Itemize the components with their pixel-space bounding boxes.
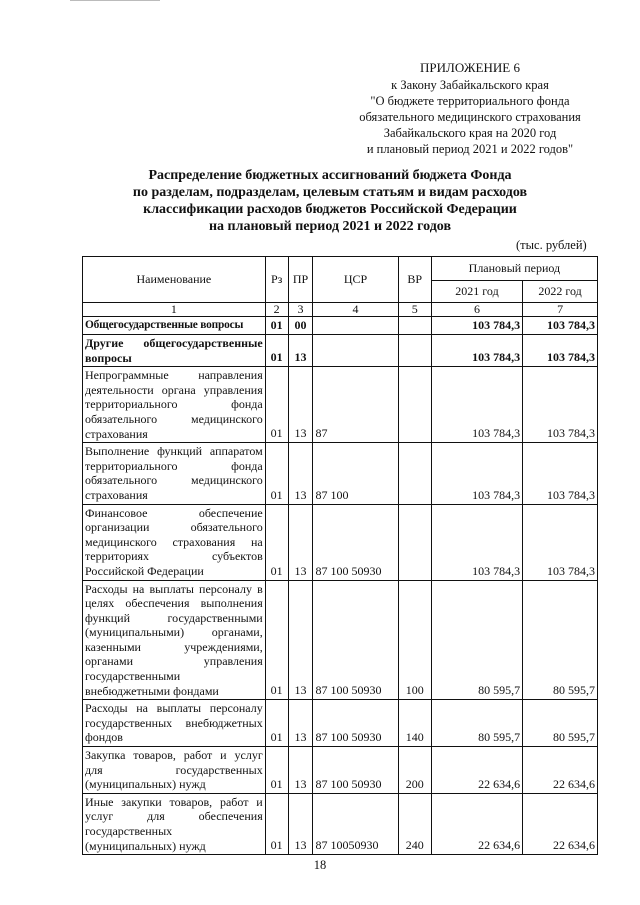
row-csr: 87 100 50930 — [313, 700, 398, 747]
column-index-row — [83, 303, 598, 317]
row-pr: 13 — [288, 747, 313, 794]
row-value-2021: 103 784,3 — [431, 335, 522, 367]
row-name: Закупка товаров, работ и услуг для государственных (муниципальных) нужд — [83, 747, 266, 794]
index-cell: 3 — [288, 303, 313, 317]
row-csr — [313, 335, 398, 367]
row-rz: 01 — [265, 317, 288, 335]
row-value-2021: 103 784,3 — [431, 317, 522, 335]
budget-table — [82, 256, 598, 855]
row-rz: 01 — [265, 504, 288, 580]
header-csr: ЦСР — [313, 257, 398, 303]
header-vr: ВР — [398, 257, 431, 303]
row-vr: 100 — [398, 580, 431, 700]
index-cell: 6 — [431, 303, 522, 317]
row-value-2022: 22 634,6 — [523, 747, 598, 794]
row-value-2022: 80 595,7 — [523, 700, 598, 747]
row-value-2021: 103 784,3 — [431, 367, 522, 443]
row-value-2021: 103 784,3 — [431, 443, 522, 504]
index-cell: 7 — [523, 303, 598, 317]
page-number: 18 — [313, 858, 327, 872]
row-value-2022: 103 784,3 — [523, 504, 598, 580]
row-vr — [398, 504, 431, 580]
row-csr: 87 100 50930 — [313, 504, 398, 580]
appendix-line: обязательного медицинского страхования — [359, 110, 581, 124]
row-value-2021: 80 595,7 — [431, 580, 522, 700]
row-rz: 01 — [265, 700, 288, 747]
header-year-2021: 2021 год — [431, 281, 522, 303]
row-value-2022: 22 634,6 — [523, 793, 598, 854]
row-name: Расходы на выплаты персоналу государственных внебюджетных фондов — [83, 700, 266, 747]
row-name: Непрограммные направления деятельности органа управления территориального фонда обязательного медицинского страхования — [83, 367, 266, 443]
table-row — [83, 700, 598, 747]
appendix-line: "О бюджете территориального фонда — [370, 94, 570, 108]
row-name: Расходы на выплаты персоналу в целях обеспечения выполнения функций государственными (муниципальными) органами, казенными учреждениями, органами управления государственными внебюджетными фондами — [83, 580, 266, 700]
row-name: Иные закупки товаров, работ и услуг для обеспечения государственных (муниципальных) нужд — [83, 793, 266, 854]
title-line: на плановый период 2021 и 2022 годов — [208, 219, 452, 234]
table-row — [83, 580, 598, 700]
row-vr: 140 — [398, 700, 431, 747]
row-vr — [398, 367, 431, 443]
row-pr: 13 — [288, 700, 313, 747]
header-year-2022: 2022 год — [523, 281, 598, 303]
row-pr: 13 — [288, 335, 313, 367]
header-planned-period: Плановый период — [431, 257, 597, 281]
index-cell: 1 — [83, 303, 266, 317]
header-name: Наименование — [83, 257, 266, 303]
row-rz: 01 — [265, 747, 288, 794]
row-csr: 87 10050930 — [313, 793, 398, 854]
row-vr: 240 — [398, 793, 431, 854]
title-line: Распределение бюджетных ассигнований бюджета Фонда — [148, 168, 512, 183]
row-value-2022: 103 784,3 — [523, 335, 598, 367]
title-line: по разделам, подразделам, целевым статьям и видам расходов — [132, 185, 528, 200]
row-value-2022: 103 784,3 — [523, 317, 598, 335]
row-pr: 13 — [288, 367, 313, 443]
row-name: Финансовое обеспечение организации обязательного медицинского страхования на территориях субъектов Российской Федерации — [83, 504, 266, 580]
index-cell: 5 — [398, 303, 431, 317]
row-csr — [313, 317, 398, 335]
row-pr: 13 — [288, 443, 313, 504]
header-pr: ПР — [288, 257, 313, 303]
appendix-line: Забайкальского края на 2020 год — [383, 126, 557, 140]
row-pr: 13 — [288, 580, 313, 700]
row-rz: 01 — [265, 335, 288, 367]
index-cell: 2 — [265, 303, 288, 317]
row-name: Выполнение функций аппаратом территориального фонда обязательного медицинского страхования — [83, 443, 266, 504]
row-value-2022: 103 784,3 — [523, 367, 598, 443]
row-pr: 00 — [288, 317, 313, 335]
row-csr: 87 — [313, 367, 398, 443]
row-csr: 87 100 50930 — [313, 580, 398, 700]
index-cell: 4 — [313, 303, 398, 317]
row-rz: 01 — [265, 443, 288, 504]
table-row — [83, 367, 598, 443]
scan-artifact-line — [70, 0, 160, 1]
row-value-2021: 103 784,3 — [431, 504, 522, 580]
appendix-header — [340, 60, 600, 157]
row-rz: 01 — [265, 367, 288, 443]
header-rz: Рз — [265, 257, 288, 303]
row-pr: 13 — [288, 793, 313, 854]
appendix-line: и плановый период 2021 и 2022 годов" — [366, 142, 574, 156]
row-rz: 01 — [265, 580, 288, 700]
row-vr — [398, 335, 431, 367]
row-value-2021: 22 634,6 — [431, 747, 522, 794]
row-name: Другие общегосударственные вопросы — [83, 335, 266, 367]
title-line: классификации расходов бюджетов Российской Федерации — [143, 202, 517, 217]
row-name: Общегосударственные вопросы — [83, 317, 266, 335]
row-value-2021: 22 634,6 — [431, 793, 522, 854]
row-csr: 87 100 50930 — [313, 747, 398, 794]
table-row — [83, 335, 598, 367]
appendix-title: ПРИЛОЖЕНИЕ 6 — [420, 60, 520, 75]
table-row — [83, 747, 598, 794]
table-row — [83, 317, 598, 335]
row-pr: 13 — [288, 504, 313, 580]
row-value-2022: 103 784,3 — [523, 443, 598, 504]
table-row — [83, 443, 598, 504]
row-csr: 87 100 — [313, 443, 398, 504]
row-vr — [398, 443, 431, 504]
units-label: (тыс. рублей) — [516, 238, 587, 252]
document-title — [70, 167, 590, 235]
table-row — [83, 793, 598, 854]
row-value-2021: 80 595,7 — [431, 700, 522, 747]
table-row — [83, 504, 598, 580]
row-rz: 01 — [265, 793, 288, 854]
appendix-line: к Закону Забайкальского края — [391, 78, 549, 92]
row-value-2022: 80 595,7 — [523, 580, 598, 700]
row-vr — [398, 317, 431, 335]
row-vr: 200 — [398, 747, 431, 794]
